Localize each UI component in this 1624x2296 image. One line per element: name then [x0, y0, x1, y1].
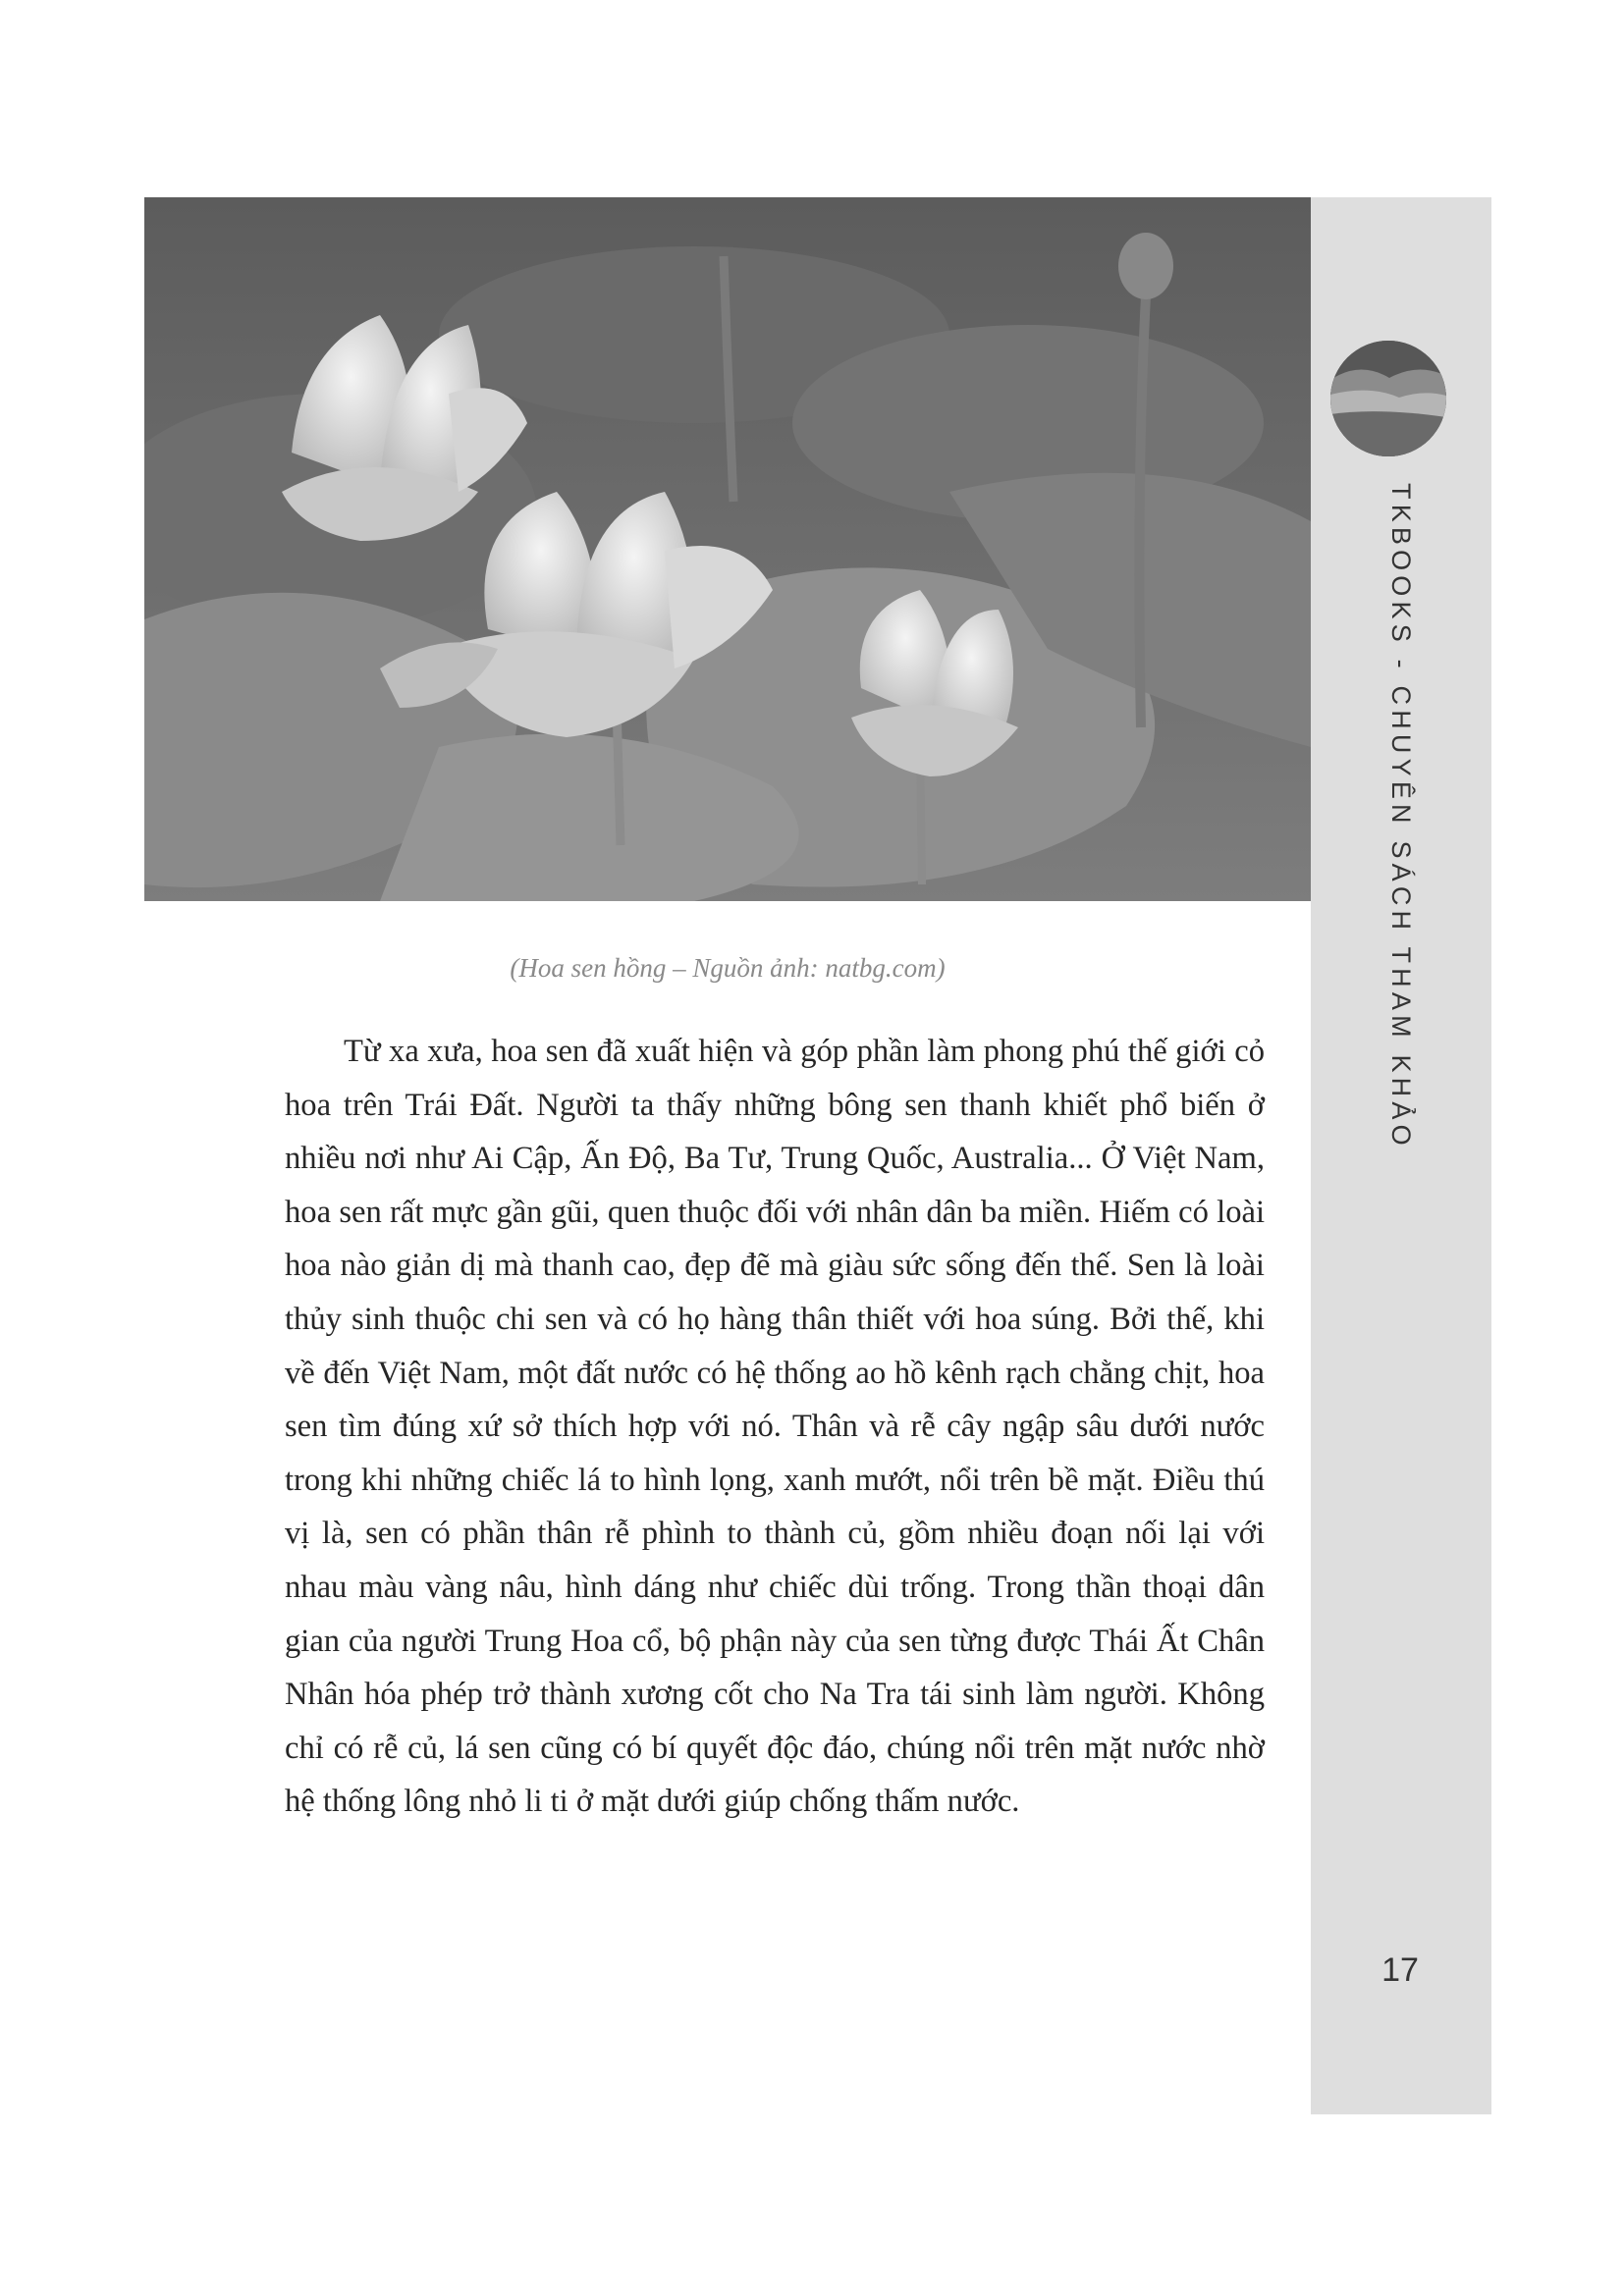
photo-caption: (Hoa sen hồng – Nguồn ảnh: natbg.com) [510, 953, 946, 983]
lotus-illustration [144, 197, 1311, 901]
sidebar-publisher-title: TKBOOKS - CHUYÊN SÁCH THAM KHẢO [1386, 483, 1416, 1150]
landscape-emblem [1330, 341, 1446, 456]
landscape-illustration [1330, 341, 1446, 456]
lotus-photo [144, 197, 1311, 901]
page-number: 17 [1381, 1951, 1419, 1989]
body-paragraph: Từ xa xưa, hoa sen đã xuất hiện và góp phần làm phong phú thế giới cỏ hoa trên Trái Đất. Người ta thấy những bông sen thanh khiết phổ biến ở nhiều nơi như Ai Cập, Ấn Độ, Ba Tư, Trung Quốc, Australia... Ở Việt Nam, hoa sen rất mực gần gũi, quen thuộc đối với nhân dân ba miền. Hiếm có loài hoa nào giản dị mà thanh cao, đẹp đẽ mà giàu sức sống đến thế. Sen là loài thủy sinh thuộc chi sen và có họ hàng thân thiết với hoa súng. Bởi thế, khi về đến Việt Nam, một đất nước có hệ thống ao hồ kênh rạch chằng chịt, hoa sen tìm đúng xứ sở thích hợp với nó. Thân và rễ cây ngập sâu dưới nước trong khi những chiếc lá to hình lọng, xanh mướt, nổi trên bề mặt. Điều thú vị là, sen có phần thân rễ phình to thành củ, gồm nhiều đoạn nối lại với nhau màu vàng nâu, hình dáng như chiếc dùi trống. Trong thần thoại dân gian của người Trung Hoa cổ, bộ phận này của sen từng được Thái Ất Chân Nhân hóa phép trở thành xương cốt cho Na Tra tái sinh làm người. Không chỉ có rễ củ, lá sen cũng có bí quyết độc đáo, chúng nổi trên mặt nước nhờ hệ thống lông nhỏ li ti ở mặt dưới giúp chống thấm nước. [285, 1034, 1265, 1820]
